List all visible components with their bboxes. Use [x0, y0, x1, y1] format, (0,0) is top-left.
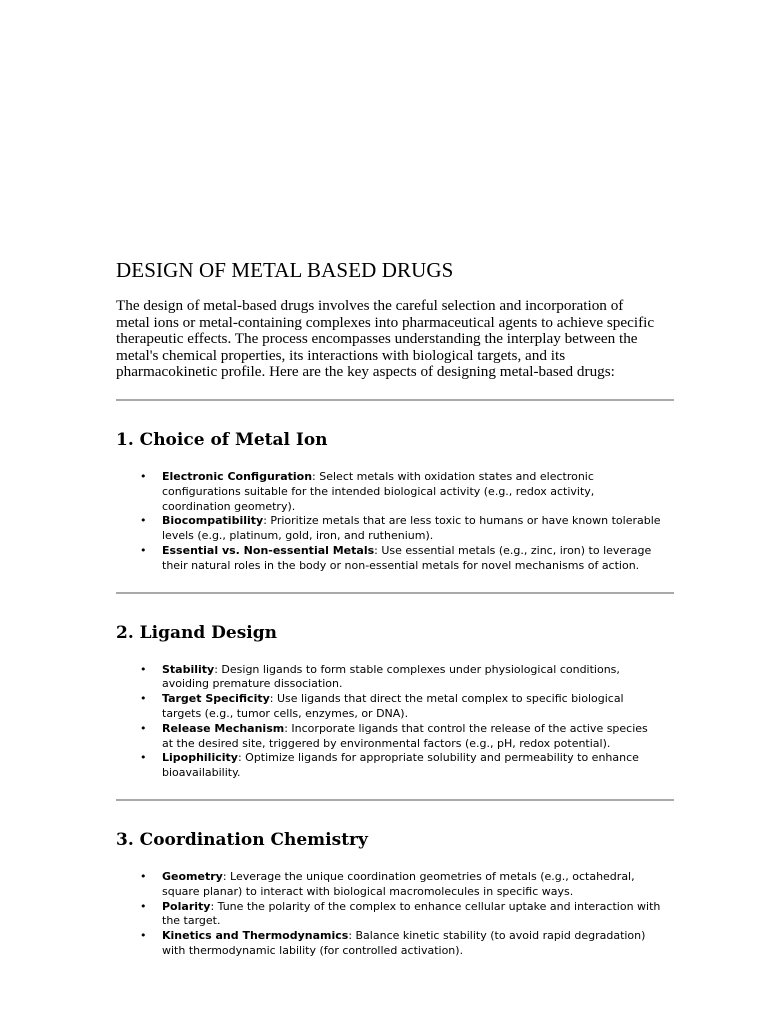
bullet-list	[116, 663, 674, 781]
bullet-icon: •	[140, 543, 147, 557]
bullet-icon: •	[140, 692, 147, 706]
list-item	[116, 929, 662, 959]
bullet-icon: •	[140, 662, 147, 676]
divider	[116, 799, 674, 801]
sections-container	[116, 429, 674, 959]
section-ligand-design	[116, 622, 674, 801]
divider	[116, 399, 674, 401]
list-item	[116, 722, 662, 752]
item-term: Geometry	[162, 869, 223, 883]
item-term: Release Mechanism	[162, 721, 285, 735]
divider	[116, 592, 674, 594]
item-text: : Leverage the unique coordination geometries of metals (e.g., octahedral, square planar) to interact with biological macromolecules in specific ways.	[162, 869, 635, 898]
item-term: Electronic Configuration	[162, 469, 313, 483]
item-term: Biocompatibility	[162, 514, 264, 528]
section-heading: 1. Choice of Metal Ion	[116, 429, 328, 450]
section-coordination-chemistry	[116, 829, 674, 959]
bullet-icon: •	[140, 514, 147, 528]
bullet-list	[116, 470, 674, 574]
item-term: Stability	[162, 662, 215, 676]
item-text: : Design ligands to form stable complexes under physiological conditions, avoiding premature dissociation.	[162, 662, 620, 691]
item-text: : Use ligands that direct the metal complex to specific biological targets (e.g., tumor cells, enzymes, or DNA).	[162, 692, 624, 720]
item-text: : Incorporate ligands that control the release of the active species at the desired site, triggered by environmental factors (e.g., pH, redox potential).	[162, 721, 648, 750]
item-term: Lipophilicity	[162, 751, 238, 765]
item-text: : Prioritize metals that are less toxic to humans or have known tolerable levels (e.g., platinum, gold, iron, and ruthenium).	[162, 514, 661, 543]
bullet-icon: •	[140, 899, 147, 913]
list-item	[116, 470, 662, 514]
intro-paragraph: The design of metal-based drugs involves the careful selection and incorporation of metal ions or metal-containing complexes into pharmaceutical agents to achieve specific therapeutic effects. The process encompasses understanding the interplay between the metal's chemical properties, its interactions with biological targets, and its pharmacokinetic profile. Here are the key aspects of designing metal-based drugs:	[116, 297, 655, 381]
bullet-list	[116, 870, 674, 959]
item-term: Kinetics and Thermodynamics	[162, 929, 349, 943]
list-item	[116, 544, 662, 574]
list-item	[116, 870, 662, 900]
document-title: DESIGN OF METAL BASED DRUGS	[116, 258, 454, 282]
item-text: : Optimize ligands for appropriate solubility and permeability to enhance bioavailability.	[162, 751, 639, 780]
item-text: : Select metals with oxidation states and electronic configurations suitable for the intended biological activity (e.g., redox activity, coordination geometry).	[162, 469, 595, 513]
item-text: : Balance kinetic stability (to avoid rapid degradation) with thermodynamic lability (for controlled activation).	[162, 929, 646, 957]
section-heading: 3. Coordination Chemistry	[116, 829, 368, 850]
bullet-icon: •	[140, 721, 147, 735]
item-text: : Tune the polarity of the complex to enhance cellular uptake and interaction with the target.	[162, 899, 661, 928]
item-term: Target Specificity	[162, 692, 270, 706]
document-page	[116, 256, 674, 959]
list-item	[116, 751, 662, 781]
bullet-icon: •	[140, 469, 147, 483]
item-text: : Use essential metals (e.g., zinc, iron) to leverage their natural roles in the body or non-essential metals for novel mechanisms of action.	[162, 543, 652, 572]
list-item	[116, 900, 662, 930]
item-term: Essential vs. Non-essential Metals	[162, 543, 375, 557]
list-item	[116, 663, 662, 693]
item-term: Polarity	[162, 899, 211, 913]
list-item	[116, 514, 662, 544]
section-heading: 2. Ligand Design	[116, 622, 277, 643]
bullet-icon: •	[140, 929, 147, 943]
bullet-icon: •	[140, 869, 147, 883]
section-choice-of-metal-ion	[116, 429, 674, 594]
bullet-icon: •	[140, 751, 147, 765]
list-item	[116, 692, 662, 722]
